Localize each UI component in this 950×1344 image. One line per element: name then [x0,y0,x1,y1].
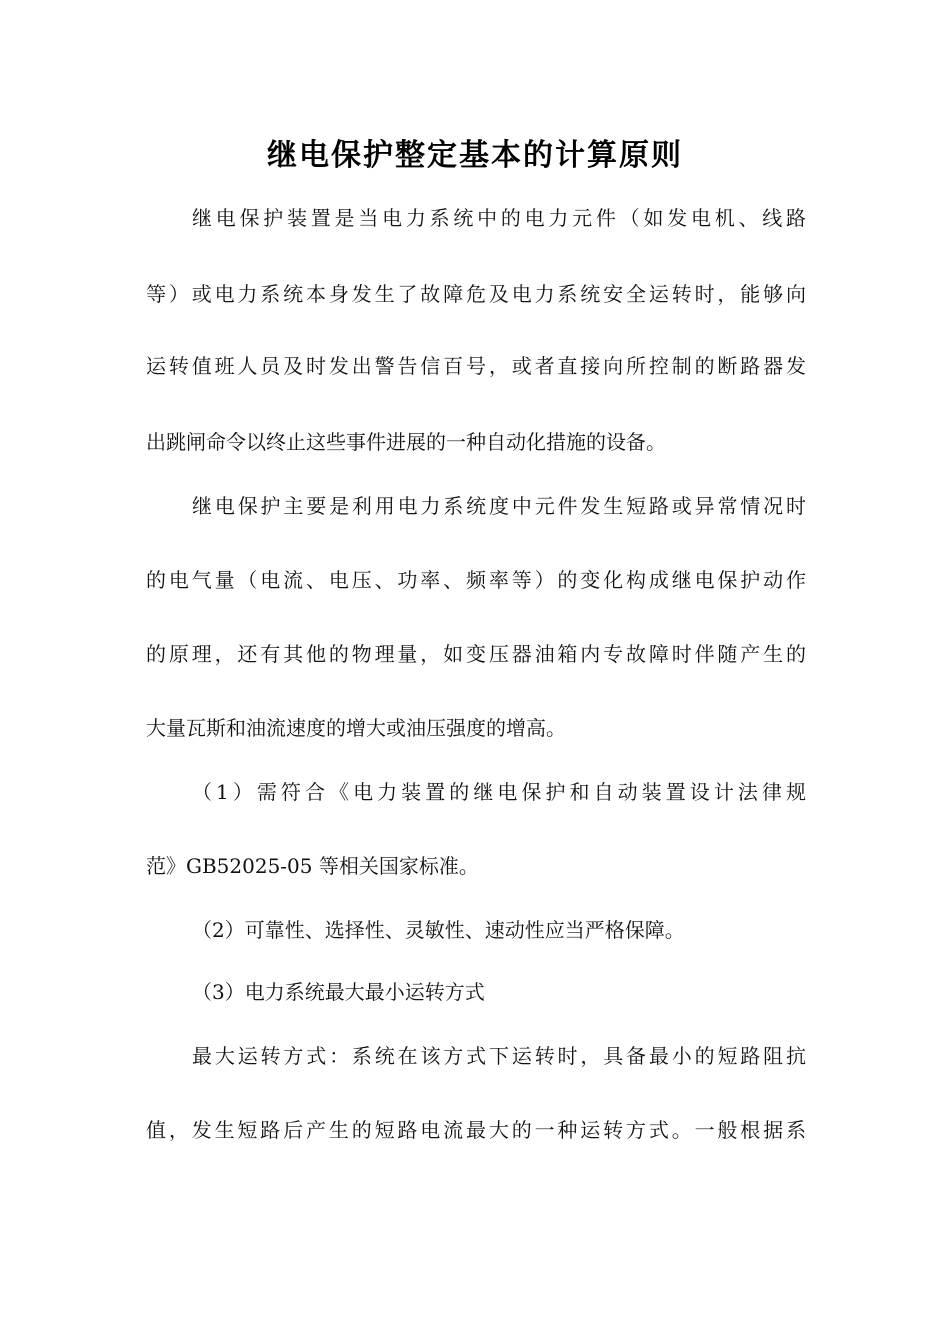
paragraph-line: 的原理，还有其他的物理量，如变压器油箱内专故障时伴随产生的 [146,642,806,666]
paragraph-line: （1）需符合《电力装置的继电保护和自动装置设计法律规 [192,780,806,804]
list-item-line: （2）可靠性、选择性、灵敏性、速动性应当严格保障。 [192,918,685,942]
paragraph-line: 继电保护主要是利用电力系统度中元件发生短路或异常情况时 [192,494,806,518]
paragraph-line: 等）或电力系统本身发生了故障危及电力系统安全运转时，能够向 [146,282,806,306]
document-title: 继电保护整定基本的计算原则 [267,138,683,173]
paragraph-line: 运转值班人员及时发出警告信百号，或者直接向所控制的断路器发 [146,354,806,378]
paragraph-line: 的电气量（电流、电压、功率、频率等）的变化构成继电保护动作 [146,568,806,592]
paragraph-line: 大量瓦斯和油流速度的增大或油压强度的增高。 [146,716,566,740]
paragraph-line: 出跳闸命令以终止这些事件进展的一种自动化措施的设备。 [146,430,666,454]
paragraph-line: 范》GB52025-05 等相关国家标准。 [146,854,479,878]
paragraph-line: 值，发生短路后产生的短路电流最大的一种运转方式。一般根据系 [146,1118,806,1142]
list-item-line: （3）电力系统最大最小运转方式 [192,980,485,1004]
paragraph-line: 继电保护装置是当电力系统中的电力元件（如发电机、线路 [192,206,806,230]
paragraph-line: 最大运转方式：系统在该方式下运转时，具备最小的短路阻抗 [192,1044,806,1068]
